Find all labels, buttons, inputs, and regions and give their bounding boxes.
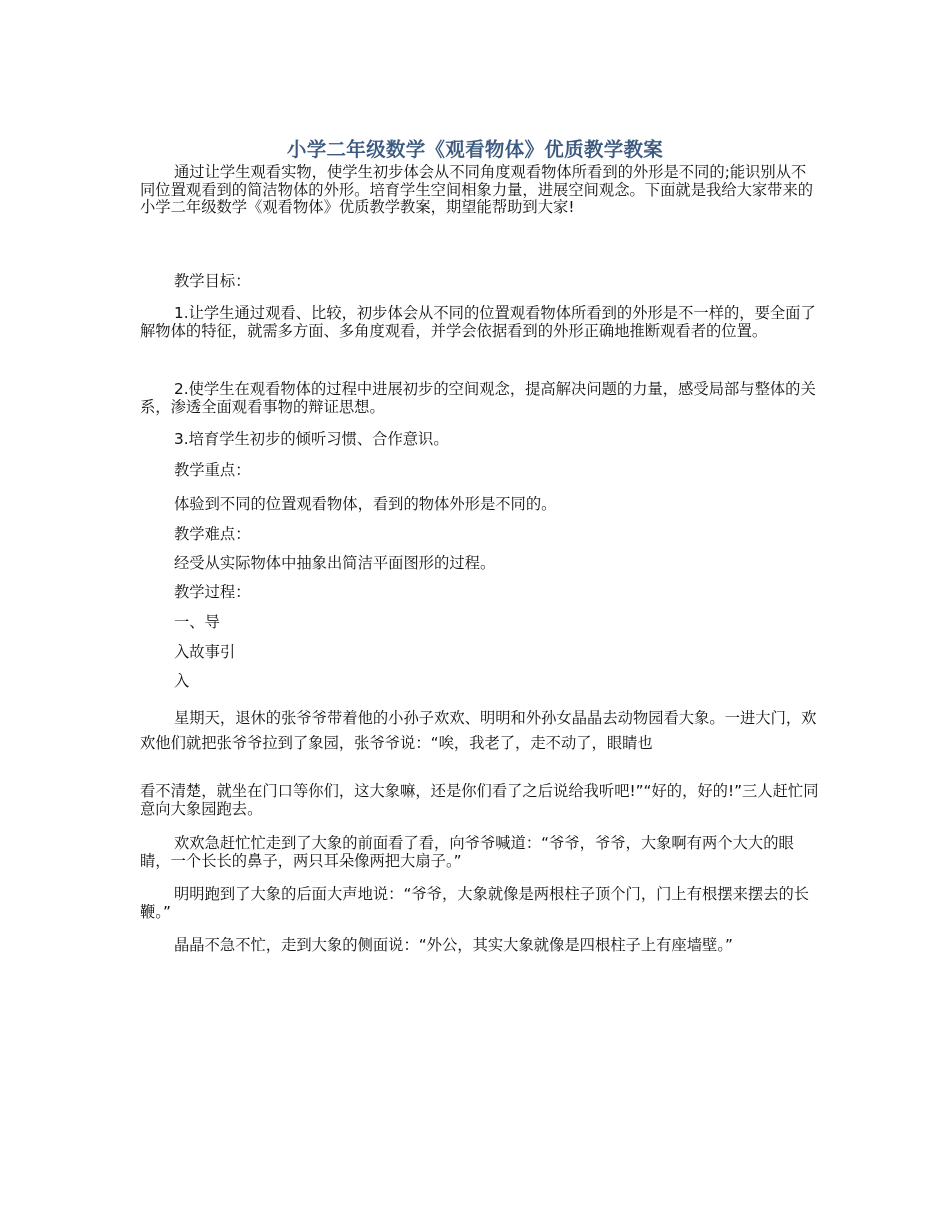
section-1-title-line-3: 入: [174, 672, 190, 690]
story-paragraph-3: 明明跑到了大象的后面大声地说：“爷爷，大象就像是两根柱子顶个门，门上有根摆来摆去的长鞭。”: [140, 885, 810, 921]
goal-3-paragraph: 3.培育学生初步的倾听习惯、合作意识。: [174, 430, 449, 448]
process-heading: 教学过程：: [174, 583, 251, 601]
intro-paragraph: 通过让学生观看实物，使学生初步体会从不同角度观看物体所看到的外形是不同的;能识别从不同位置观看到的简洁物体的外形。培育学生空间相象力量，进展空间观念。下面就是我给大家带来的小学二年级数学《观看物体》优质教学教案，期望能帮助到大家!: [140, 163, 814, 216]
key-points-heading: 教学重点：: [174, 461, 251, 479]
difficulty-heading: 教学难点：: [174, 525, 251, 543]
difficulty-text: 经受从实际物体中抽象出简洁平面图形的过程。: [174, 554, 496, 572]
goals-heading: 教学目标：: [174, 272, 251, 290]
key-points-text: 体验到不同的位置观看物体，看到的物体外形是不同的。: [174, 495, 557, 513]
goal-1-paragraph: 1.让学生通过观看、比较，初步体会从不同的位置观看物体所看到的外形是不一样的，要全面了解物体的特征，就需多方面、多角度观看，并学会依据看到的外形正确地推断观看者的位置。: [140, 304, 816, 340]
section-1-title-line-1: 一、导: [174, 613, 220, 631]
section-1-title-line-2: 入故事引: [174, 643, 236, 661]
story-paragraph-1: 星期天，退休的张爷爷带着他的小孙子欢欢、明明和外孙女晶晶去动物园看大象。一进大门，欢欢他们就把张爷爷拉到了象园，张爷爷说：“唉，我老了，走不动了，眼睛也: [140, 709, 817, 752]
goal-2-paragraph: 2.使学生在观看物体的过程中进展初步的空间观念，提高解决问题的力量，感受局部与整体的关系，渗透全面观看事物的辩证思想。: [140, 380, 816, 416]
story-paragraph-2: 欢欢急赶忙忙走到了大象的前面看了看，向爷爷喊道：“爷爷，爷爷，大象啊有两个大大的眼睛，一个长长的鼻子，两只耳朵像两把大扇子。”: [140, 834, 794, 870]
story-paragraph-4: 晶晶不急不忙，走到大象的侧面说：“外公，其实大象就像是四根柱子上有座墙壁。”: [174, 936, 733, 954]
story-paragraph-1-continued: 看不清楚，就坐在门口等你们，这大象嘛，还是你们看了之后说给我听吧!”“好的，好的!”三人赶忙同意向大象园跑去。: [140, 782, 819, 818]
document-title: 小学二年级数学《观看物体》优质教学教案: [286, 138, 664, 161]
